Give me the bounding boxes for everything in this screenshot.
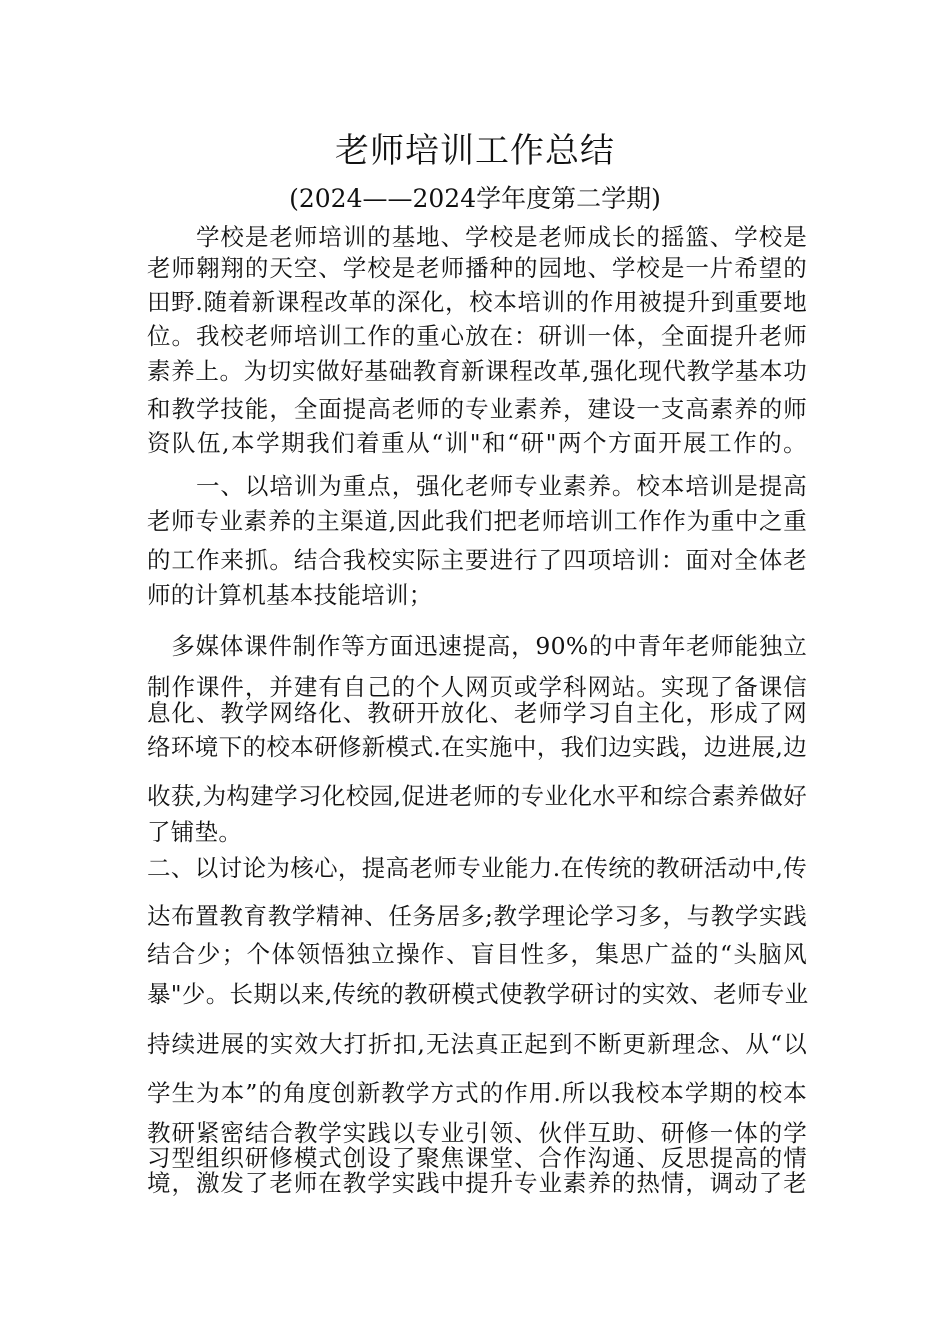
paragraph-line: 素养上。为切实做好基础教育新课程改革,强化现代教学基本功 xyxy=(147,357,807,385)
paragraph-line: 二、以讨论为核心，提高老师专业能力.在传统的教研活动中,传 xyxy=(147,854,807,882)
paragraph-line: 多媒体课件制作等方面迅速提高，90%的中青年老师能独立 xyxy=(147,632,807,660)
paragraph-line: 一、以培训为重点，强化老师专业素养。校本培训是提高 xyxy=(147,472,807,500)
paragraph-line: 持续进展的实效大打折扣,无法真正起到不断更新理念、从“以 xyxy=(147,1030,807,1058)
paragraph-line: 制作课件，并建有自己的个人网页或学科网站。实现了备课信 xyxy=(147,673,807,701)
paragraph-line: 学校是老师培训的基地、学校是老师成长的摇篮、学校是 xyxy=(147,223,807,251)
paragraph-line: 结合少；个体领悟独立操作、盲目性多，集思广益的“头脑风 xyxy=(147,940,807,968)
paragraph-line: 师的计算机基本技能培训； xyxy=(147,581,433,609)
paragraph-line: 学生为本”的角度创新教学方式的作用.所以我校本学期的校本 xyxy=(147,1079,807,1107)
paragraph-line: 息化、教学网络化、教研开放化、老师学习自主化，形成了网 xyxy=(147,699,807,727)
paragraph-line: 达布置教育教学精神、任务居多;教学理论学习多，与教学实践 xyxy=(147,902,807,930)
paragraph-line: 收获,为构建学习化校园,促进老师的专业化水平和综合素养做好 xyxy=(147,782,807,810)
paragraph-line: 络环境下的校本研修新模式.在实施中，我们边实践，边进展,边 xyxy=(147,733,807,761)
paragraph-line: 教研紧密结合教学实践以专业引领、伙伴互助、研修一体的学 xyxy=(147,1119,807,1147)
paragraph-line: 和教学技能，全面提高老师的专业素养，建设一支高素养的师 xyxy=(147,395,807,423)
paragraph-line: 境，激发了老师在教学实践中提升专业素养的热情，调动了老 xyxy=(147,1169,807,1197)
paragraph-line: 田野.随着新课程改革的深化，校本培训的作用被提升到重要地 xyxy=(147,288,807,316)
paragraph-line: 位。我校老师培训工作的重心放在：研训一体，全面提升老师 xyxy=(147,322,807,350)
paragraph-line: 了铺垫。 xyxy=(147,818,243,846)
paragraph-line: 的工作来抓。结合我校实际主要进行了四项培训：面对全体老 xyxy=(147,546,807,574)
paragraph-line: 暴"少。长期以来,传统的教研模式使教学研讨的实效、老师专业 xyxy=(147,980,809,1008)
paragraph-line: 老师专业素养的主渠道,因此我们把老师培训工作作为重中之重 xyxy=(147,507,807,535)
document-title: 老师培训工作总结 xyxy=(335,131,615,171)
paragraph-line: 习型组织研修模式创设了聚焦课堂、合作沟通、反思提高的情 xyxy=(147,1144,807,1172)
paragraph-line: 老师翱翔的天空、学校是老师播种的园地、学校是一片希望的 xyxy=(147,254,807,282)
document-subtitle: (2024——2024学年度第二学期) xyxy=(289,184,661,213)
paragraph-line: 资队伍,本学期我们着重从“训"和“研"两个方面开展工作的。 xyxy=(147,429,807,457)
